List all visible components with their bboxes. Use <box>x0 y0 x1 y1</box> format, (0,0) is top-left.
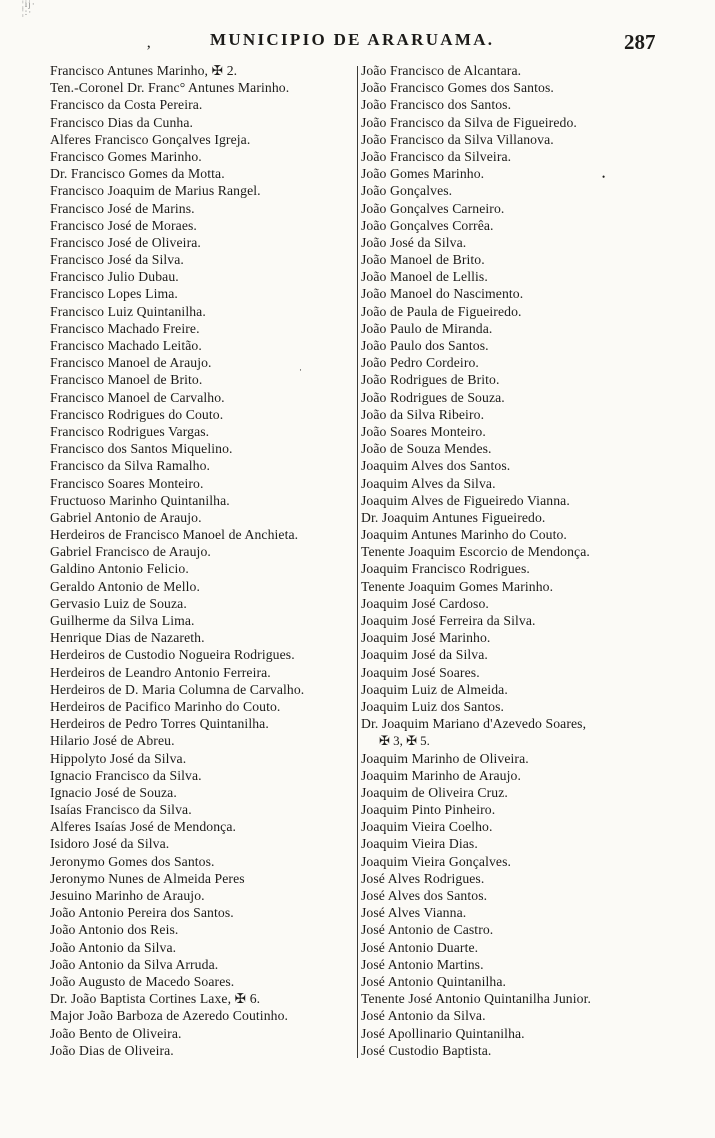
list-entry: Geraldo Antonio de Mello. <box>50 578 200 594</box>
list-entry: João Augusto de Macedo Soares. <box>50 973 235 989</box>
list-entry: José Alves Rodrigues. <box>361 870 485 886</box>
list-entry: Francisco José de Moraes. <box>50 217 197 233</box>
list-entry: Joaquim Alves dos Santos. <box>361 458 511 474</box>
list-entry: Joaquim Francisco Rodrigues. <box>361 561 530 577</box>
list-entry: João Francisco da Silva de Figueiredo. <box>361 114 577 130</box>
list-entry: Ignacio Francisco da Silva. <box>50 767 202 783</box>
list-entry: Joaquim Vieira Dias. <box>361 836 478 852</box>
list-entry: Joaquim Marinho de Oliveira. <box>361 750 529 766</box>
list-entry: Tenente José Antonio Quintanilha Junior. <box>361 991 591 1007</box>
list-entry: Francisco Machado Freire. <box>50 320 200 336</box>
list-entry: ✠ 3, ✠ 5. <box>379 733 430 749</box>
corner-mark: ¦ij· ¦:· <box>22 0 36 17</box>
list-entry: Joaquim Antunes Marinho do Couto. <box>361 527 567 543</box>
list-entry: João Rodrigues de Souza. <box>361 389 505 405</box>
list-entry: Francisco Gomes Marinho. <box>50 148 202 164</box>
list-entry: João Antonio Pereira dos Santos. <box>50 905 234 921</box>
list-entry: João Francisco da Silveira. <box>361 148 512 164</box>
list-entry: Dr. Joaquim Antunes Figueiredo. <box>361 509 546 525</box>
list-entry: João Soares Monteiro. <box>361 423 486 439</box>
list-entry: José Alves Vianna. <box>361 905 467 921</box>
list-entry: Francisco Soares Monteiro. <box>50 475 204 491</box>
right-column <box>361 62 701 1059</box>
list-entry: José Antonio Duarte. <box>361 939 479 955</box>
list-entry: João de Souza Mendes. <box>361 441 492 457</box>
list-entry: Henrique Dias de Nazareth. <box>50 630 205 646</box>
list-entry: José Antonio de Castro. <box>361 922 494 938</box>
list-entry: José Antonio da Silva. <box>361 1008 486 1024</box>
list-entry: Francisco Lopes Lima. <box>50 286 178 302</box>
list-entry: Jesuino Marinho de Araujo. <box>50 888 205 903</box>
list-entry: Jeronymo Nunes de Almeida Peres <box>50 870 245 886</box>
list-entry: Hilario José de Abreu. <box>50 733 175 749</box>
list-entry: João José da Silva. <box>361 234 467 250</box>
list-entry: José Alves dos Santos. <box>361 888 488 903</box>
list-entry: Francisco Manoel de Araujo. <box>50 355 212 371</box>
list-entry: Hippolyto José da Silva. <box>50 750 187 766</box>
list-entry: Dr. Joaquim Mariano d'Azevedo Soares, <box>361 716 587 732</box>
list-entry: João Dias de Oliveira. <box>50 1042 174 1058</box>
list-entry: Joaquim de Oliveira Cruz. <box>361 784 508 800</box>
stray-mark-right: • <box>602 172 606 182</box>
list-entry: Herdeiros de Leandro Antonio Ferreira. <box>50 664 271 680</box>
list-entry: João Gomes Marinho. <box>361 166 485 182</box>
list-entry: Joaquim José Ferreira da Silva. <box>361 613 536 628</box>
list-entry: Francisco da Silva Ramalho. <box>50 458 211 474</box>
list-entry: Dr. João Baptista Cortines Laxe, ✠ 6. <box>50 991 261 1007</box>
list-entry: Joaquim Vieira Gonçalves. <box>361 853 512 869</box>
list-entry: João Gonçalves Corrêa. <box>361 217 494 233</box>
list-entry: João Paulo dos Santos. <box>361 338 489 353</box>
list-entry: Francisco da Costa Pereira. <box>50 97 203 113</box>
list-entry: Francisco Rodrigues do Couto. <box>50 406 224 422</box>
list-entry: Francisco Manoel de Carvalho. <box>50 389 225 405</box>
list-entry: Joaquim José Soares. <box>361 664 480 680</box>
list-entry: Joaquim Luiz dos Santos. <box>361 698 505 714</box>
list-entry: Gabriel Antonio de Araujo. <box>50 509 202 525</box>
list-entry: João Antonio dos Reis. <box>50 922 179 938</box>
list-entry: Herdeiros de Francisco Manoel de Anchieta. <box>50 527 299 543</box>
list-entry: João Paulo de Miranda. <box>361 320 493 336</box>
list-entry: Joaquim José Cardoso. <box>361 595 489 611</box>
list-entry: Isidoro José da Silva. <box>50 836 170 852</box>
list-entry: João Rodrigues de Brito. <box>361 372 500 388</box>
list-entry: Major João Barboza de Azeredo Coutinho. <box>50 1008 289 1024</box>
list-entry: Dr. Francisco Gomes da Motta. <box>50 166 225 182</box>
list-entry: João Francisco de Alcantara. <box>361 63 522 78</box>
column-divider <box>357 66 358 1058</box>
list-entry: Alferes Francisco Gonçalves Igreja. <box>50 131 251 147</box>
list-entry: Tenente Joaquim Gomes Marinho. <box>361 578 554 594</box>
list-entry: Francisco José da Silva. <box>50 252 184 268</box>
page-title: MUNICIPIO DE ARARUAMA. <box>210 30 495 49</box>
list-entry: Francisco Manoel de Brito. <box>50 372 203 388</box>
page-number: 287 <box>624 30 656 54</box>
left-column <box>50 62 356 1059</box>
list-entry: Isaías Francisco da Silva. <box>50 802 192 818</box>
list-entry: João Antonio da Silva Arruda. <box>50 956 219 972</box>
list-entry: José Antonio Martins. <box>361 956 484 972</box>
list-entry: José Antonio Quintanilha. <box>361 973 507 989</box>
list-entry: Gervasio Luiz de Souza. <box>50 595 187 611</box>
list-entry: Francisco José de Oliveira. <box>50 234 201 250</box>
list-entry: Tenente Joaquim Escorcio de Mendonça. <box>361 544 590 560</box>
list-entry: Joaquim José Marinho. <box>361 630 491 646</box>
list-entry: João Bento de Oliveira. <box>50 1025 182 1041</box>
list-entry: João de Paula de Figueiredo. <box>361 303 522 319</box>
stray-mark-left: · <box>299 365 302 375</box>
list-entry: João da Silva Ribeiro. <box>361 406 485 422</box>
list-entry: Galdino Antonio Felicio. <box>50 561 189 577</box>
list-entry: Ten.-Coronel Dr. Franc° Antunes Marinho. <box>50 80 290 96</box>
list-entry: Ignacio José de Souza. <box>50 784 177 800</box>
list-entry: José Apollinario Quintanilha. <box>361 1025 525 1041</box>
header-dot: ‚ <box>146 34 152 51</box>
list-entry: Herdeiros de Pacifico Marinho do Couto. <box>50 698 281 714</box>
list-entry: Herdeiros de D. Maria Columna de Carvalho. <box>50 681 305 697</box>
list-entry: Joaquim Alves de Figueiredo Vianna. <box>361 492 570 508</box>
list-entry: Herdeiros de Pedro Torres Quintanilha. <box>50 716 269 732</box>
list-entry: Francisco José de Marins. <box>50 200 195 216</box>
list-entry: Joaquim Vieira Coelho. <box>361 819 493 835</box>
list-entry: João Gonçalves. <box>361 183 453 199</box>
list-entry: Joaquim Marinho de Araujo. <box>361 767 521 783</box>
list-entry: Francisco Antunes Marinho, ✠ 2. <box>50 63 238 78</box>
list-entry: Joaquim Pinto Pinheiro. <box>361 802 496 818</box>
list-entry: Francisco Rodrigues Vargas. <box>50 423 210 439</box>
list-entry: João Gonçalves Carneiro. <box>361 200 505 216</box>
list-entry: João Pedro Cordeiro. <box>361 355 479 371</box>
list-entry: Alferes Isaías José de Mendonça. <box>50 819 237 835</box>
list-entry: Joaquim Alves da Silva. <box>361 475 496 491</box>
list-entry: Fructuoso Marinho Quintanilha. <box>50 492 230 508</box>
list-entry: Francisco Luiz Quintanilha. <box>50 303 206 319</box>
list-entry: Jeronymo Gomes dos Santos. <box>50 853 215 869</box>
list-entry: Joaquim José da Silva. <box>361 647 488 663</box>
list-entry: João Antonio da Silva. <box>50 939 177 955</box>
list-entry: Herdeiros de Custodio Nogueira Rodrigues. <box>50 647 295 663</box>
list-entry: José Custodio Baptista. <box>361 1042 492 1058</box>
list-entry: João Manoel de Lellis. <box>361 269 488 285</box>
list-entry: Joaquim Luiz de Almeida. <box>361 681 508 697</box>
list-entry: João Francisco Gomes dos Santos. <box>361 80 554 96</box>
list-entry: Francisco Machado Leitão. <box>50 338 202 353</box>
list-entry: Francisco dos Santos Miquelino. <box>50 441 233 457</box>
list-entry: Gabriel Francisco de Araujo. <box>50 544 211 560</box>
list-entry: João Francisco da Silva Villanova. <box>361 131 554 147</box>
list-entry: João Manoel de Brito. <box>361 252 485 268</box>
list-entry: João Francisco dos Santos. <box>361 97 512 113</box>
list-entry: Francisco Dias da Cunha. <box>50 114 194 130</box>
list-entry: Guilherme da Silva Lima. <box>50 613 195 628</box>
list-entry: Francisco Julio Dubau. <box>50 269 179 285</box>
list-entry: Francisco Joaquim de Marius Rangel. <box>50 183 261 199</box>
list-entry: João Manoel do Nascimento. <box>361 286 524 302</box>
running-head <box>0 28 715 56</box>
